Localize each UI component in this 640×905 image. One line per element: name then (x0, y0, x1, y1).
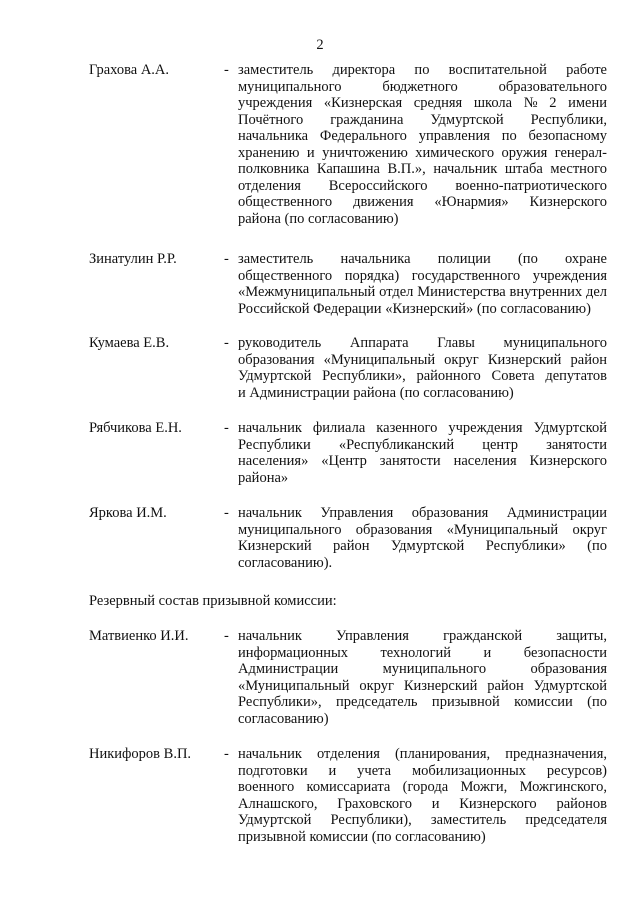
description-line: начальник отделения (планирования, предназначения, (238, 746, 607, 762)
description-line: военного комиссариата (города Можги, Можгинского, (238, 779, 607, 795)
description-line: учреждения «Кизнерская средняя школа № 2 имени (238, 95, 607, 111)
description-line: полковника Капашина В.П.», начальник штаба местного (238, 161, 607, 177)
description-line: призывной комиссии (по согласованию) (238, 828, 486, 845)
description-line: района» (238, 469, 289, 486)
member-name: Рябчикова Е.Н. (89, 420, 182, 436)
description-line: начальник филиала казенного учреждения Удмуртской (238, 420, 607, 436)
description-line: «Межмуниципальный отдел Министерства внутренних дел (238, 284, 607, 300)
member-description (238, 505, 607, 571)
member-description (238, 62, 607, 227)
description-line: Удмуртской Республики), заместитель председателя (238, 812, 607, 828)
description-line: и Администрации района (по согласованию) (238, 384, 514, 401)
member-name: Кумаева Е.В. (89, 335, 170, 351)
description-line: образования «Муниципальный округ Кизнерский район (238, 351, 607, 368)
description-line: начальник Управления гражданской защиты, (238, 628, 607, 644)
description-line: согласованию). (238, 554, 333, 571)
description-line: отделения Всероссийского военно-патриотического (238, 177, 607, 194)
member-dash: - (224, 505, 229, 521)
member-dash: - (224, 420, 229, 436)
description-line: Российской Федерации «Кизнерский» (по согласованию) (238, 300, 591, 317)
member-name: Матвиенко И.И. (89, 628, 189, 644)
description-line: населения» «Центр занятости населения Кизнерского (238, 453, 607, 469)
description-line: информационных технологий и безопасности (238, 644, 607, 661)
description-line: Алнашского, Граховского и Кизнерского районов (238, 795, 607, 812)
member-dash: - (224, 746, 229, 762)
description-line: руководитель Аппарата Главы муниципального (238, 335, 607, 351)
description-line: муниципального бюджетного образовательного (238, 78, 607, 95)
member-dash: - (224, 251, 229, 267)
description-line: начальника Федерального управления по безопасному (238, 128, 607, 144)
member-description (238, 420, 607, 486)
member-description (238, 746, 607, 845)
member-name: Никифоров В.П. (89, 746, 192, 762)
member-description (238, 335, 607, 401)
description-line: Удмуртской Республики», районного Совета депутатов (238, 368, 607, 384)
member-name: Яркова И.М. (89, 505, 167, 521)
description-line: Кизнерский район Удмуртской Республики» (по (238, 538, 607, 554)
description-line: общественного порядка) государственного учреждения (238, 267, 607, 284)
description-line: Республики», председатель призывной комиссии (по (238, 694, 607, 710)
description-line: заместитель начальника полиции (по охране (238, 251, 607, 267)
description-line: заместитель директора по воспитательной работе (238, 62, 607, 78)
member-dash: - (224, 62, 229, 78)
member-name: Зинатулин Р.Р. (89, 251, 177, 267)
member-description (238, 251, 607, 317)
description-line: начальник Управления образования Администрации (238, 505, 607, 521)
description-line: подготовки и учета мобилизационных ресурсов) (238, 762, 607, 779)
description-line: Администрации муниципального образования (238, 661, 607, 677)
description-line: Почётного гражданина Удмуртской Республики, (238, 111, 607, 128)
description-line: общественного движения «Юнармия» Кизнерского (238, 194, 607, 210)
page-number: 2 (316, 37, 324, 53)
description-line: согласованию) (238, 710, 329, 727)
description-line: муниципального образования «Муниципальный округ (238, 521, 607, 538)
description-line: Республики «Республиканский центр занятости (238, 436, 607, 453)
member-dash: - (224, 628, 229, 644)
member-name: Грахова А.А. (89, 62, 170, 78)
member-dash: - (224, 335, 229, 351)
description-line: хранению и уничтожению химического оружия генерал- (238, 144, 607, 161)
description-line: «Муниципальный округ Кизнерский район Удмуртской (238, 677, 607, 694)
reserve-heading: Резервный состав призывной комиссии: (89, 593, 337, 609)
member-description (238, 628, 607, 727)
description-line: района (по согласованию) (238, 210, 399, 227)
